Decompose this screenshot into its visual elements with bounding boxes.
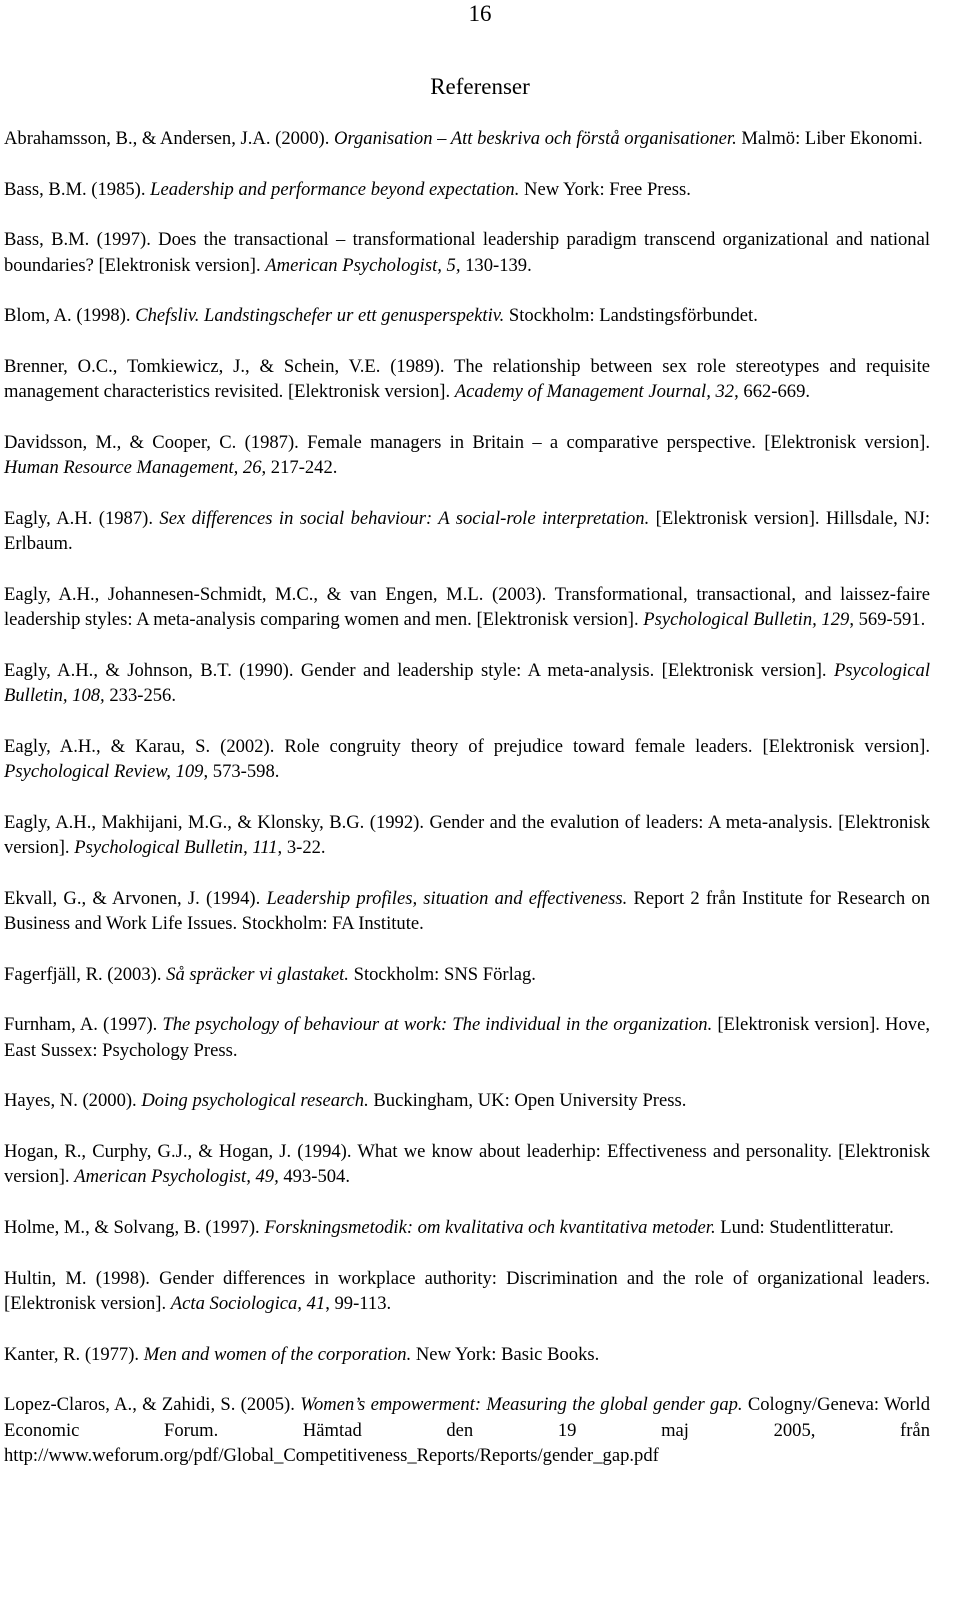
reference-entry bbox=[4, 354, 930, 405]
reference-italic-text: Leadership and performance beyond expectation. bbox=[150, 178, 520, 200]
reference-entry bbox=[4, 962, 930, 987]
reference-text: , 217-242. bbox=[261, 457, 338, 479]
reference-italic-text: Women’s empowerment: Measuring the global gender gap. bbox=[300, 1394, 743, 1416]
reference-entry bbox=[4, 227, 930, 278]
reference-text: Holme, M., & Solvang, B. (1997). bbox=[4, 1216, 265, 1238]
reference-italic-text: American Psychologist, 5, bbox=[265, 254, 461, 276]
reference-italic-text: The psychology of behaviour at work: The individual in the organization. bbox=[162, 1014, 713, 1036]
reference-text: 493-504. bbox=[278, 1166, 351, 1188]
reference-list bbox=[4, 126, 930, 1494]
reference-italic-text: Human Resource Management, 26 bbox=[4, 457, 262, 479]
reference-entry bbox=[4, 1215, 930, 1240]
reference-text: [Elektronisk version]. Hillsdale, NJ: Erlbaum. bbox=[4, 507, 930, 555]
reference-text: , 3-22. bbox=[277, 837, 326, 859]
reference-entry bbox=[4, 1139, 930, 1190]
reference-text: Bass, B.M. (1997). Does the transactional – transformational leadership paradigm transcend organizational and national boundaries? [Elektronisk version]. bbox=[4, 229, 930, 276]
reference-italic-text: Men and women of the corporation. bbox=[143, 1343, 412, 1365]
reference-text: Davidsson, M., & Cooper, C. (1987). Female managers in Britain – a comparative perspective. [Elektronisk version]. bbox=[4, 431, 930, 453]
reference-italic-text: Så spräcker vi glastaket. bbox=[166, 963, 349, 985]
reference-entry bbox=[4, 734, 930, 785]
reference-text: Eagly, A.H. (1987). bbox=[4, 507, 160, 529]
reference-text: , 99-113. bbox=[325, 1292, 392, 1314]
reference-text: Hayes, N. (2000). bbox=[4, 1090, 142, 1112]
reference-text: New York: Free Press. bbox=[519, 178, 691, 200]
reference-text: Furnham, A. (1997). bbox=[4, 1014, 163, 1036]
reference-italic-text: Psycological Bulletin, 108, bbox=[4, 659, 930, 707]
reference-text: [Elektronisk version]. Hove, East Sussex: Psychology Press. bbox=[4, 1014, 930, 1061]
reference-italic-text: Academy of Management Journal, 32 bbox=[454, 381, 735, 403]
reference-text: Blom, A. (1998). bbox=[4, 305, 136, 327]
reference-entry bbox=[4, 886, 930, 937]
reference-text: Hogan, R., Curphy, G.J., & Hogan, J. (1994). What we know about leaderhip: Effectiveness and personality. [Elektronisk version]. bbox=[4, 1140, 930, 1188]
reference-entry bbox=[4, 1392, 930, 1468]
reference-text: Stockholm: Landstingsförbundet. bbox=[504, 305, 758, 327]
reference-italic-text: Sex differences in social behaviour: A social-role interpretation. bbox=[159, 507, 650, 529]
reference-text: , bbox=[243, 837, 253, 859]
reference-text: , 569-591. bbox=[849, 609, 926, 631]
reference-entry bbox=[4, 1088, 930, 1113]
reference-text: 130-139. bbox=[460, 254, 532, 276]
reference-entry bbox=[4, 430, 930, 481]
reference-text: Brenner, O.C., Tomkiewicz, J., & Schein, V.E. (1989). The relationship between sex role stereotypes and requisite management characteristics revisited. [Elektronisk version]. bbox=[4, 355, 930, 403]
reference-entry bbox=[4, 1266, 930, 1317]
reference-text: Report 2 från Institute for Research on Business and Work Life Issues. Stockholm: FA Institute. bbox=[4, 887, 930, 935]
reference-entry bbox=[4, 506, 930, 557]
section-heading: Referenser bbox=[430, 74, 530, 99]
reference-entry bbox=[4, 303, 930, 328]
reference-text: Bass, B.M. (1985). bbox=[4, 178, 151, 200]
reference-italic-text: Leadership profiles, situation and effectiveness. bbox=[266, 887, 628, 909]
reference-text: Cologny/Geneva: World Economic Forum. Hämtad den 19 maj 2005, från bbox=[4, 1394, 931, 1441]
page-number: 16 bbox=[468, 1, 492, 26]
reference-italic-text: Psychological Bulletin, 129 bbox=[643, 609, 850, 631]
reference-entry bbox=[4, 177, 930, 202]
reference-text: Hultin, M. (1998). Gender differences in workplace authority: Discrimination and the role of organizational leaders. [Elektronisk version]. bbox=[4, 1267, 930, 1314]
reference-text: Eagly, A.H., & Karau, S. (2002). Role congruity theory of prejudice toward female leaders. [Elektronisk version]. bbox=[4, 735, 930, 757]
reference-text: Ekvall, G., & Arvonen, J. (1994). bbox=[4, 887, 267, 909]
reference-text: 233-256. bbox=[104, 685, 176, 707]
reference-entry bbox=[4, 126, 930, 151]
reference-text: Malmö: Liber Ekonomi. bbox=[736, 128, 923, 149]
reference-italic-text: 111 bbox=[252, 837, 278, 859]
reference-url[interactable]: http://www.weforum.org/pdf/Global_Competitiveness_Reports/Reports/gender_gap.pdf bbox=[4, 1444, 659, 1466]
reference-italic-text: Chefsliv. Landstingschefer ur ett genusperspektiv. bbox=[135, 305, 505, 327]
reference-text: Kanter, R. (1977). bbox=[4, 1343, 144, 1365]
reference-text: Abrahamsson, B., & Andersen, J.A. (2000). bbox=[4, 128, 335, 149]
reference-italic-text: Organisation – Att beskriva och förstå organisationer. bbox=[334, 128, 737, 149]
reference-italic-text: Psychological Review, 109 bbox=[4, 761, 204, 783]
reference-text: Lopez-Claros, A., & Zahidi, S. (2005). bbox=[4, 1394, 301, 1416]
reference-italic-text: American Psychologist, 49, bbox=[74, 1166, 279, 1188]
reference-italic-text: Acta Sociologica, 41 bbox=[170, 1292, 326, 1314]
reference-text: Eagly, A.H., Makhijani, M.G., & Klonsky, B.G. (1992). Gender and the evalution of leaders: A meta-analysis. [Elektronisk version]. bbox=[4, 811, 930, 859]
reference-text: Eagly, A.H., Johannesen-Schmidt, M.C., & van Engen, M.L. (2003). Transformational, transactional, and laissez-faire leadership styles: A meta-analysis comparing women and men. [Elektronisk version]. bbox=[4, 583, 930, 631]
reference-text: , 662-669. bbox=[734, 381, 811, 403]
reference-text: Lund: Studentlitteratur. bbox=[715, 1216, 894, 1238]
reference-text: Eagly, A.H., & Johnson, B.T. (1990). Gender and leadership style: A meta-analysis. [Elektronisk version]. bbox=[4, 659, 834, 681]
reference-entry bbox=[4, 1012, 930, 1063]
reference-text: Fagerfjäll, R. (2003). bbox=[4, 963, 167, 985]
reference-italic-text: Psychological Bulletin bbox=[74, 837, 244, 859]
reference-text: New York: Basic Books. bbox=[411, 1343, 600, 1365]
reference-entry bbox=[4, 1342, 930, 1367]
reference-text: Buckingham, UK: Open University Press. bbox=[368, 1090, 687, 1112]
reference-italic-text: Doing psychological research. bbox=[141, 1090, 369, 1112]
reference-text: , 573-598. bbox=[203, 761, 280, 783]
reference-italic-text: Forskningsmetodik: om kvalitativa och kvantitativa metoder. bbox=[264, 1216, 716, 1238]
reference-entry bbox=[4, 810, 930, 861]
reference-entry bbox=[4, 582, 930, 633]
reference-entry bbox=[4, 658, 930, 709]
reference-text: Stockholm: SNS Förlag. bbox=[348, 963, 536, 985]
